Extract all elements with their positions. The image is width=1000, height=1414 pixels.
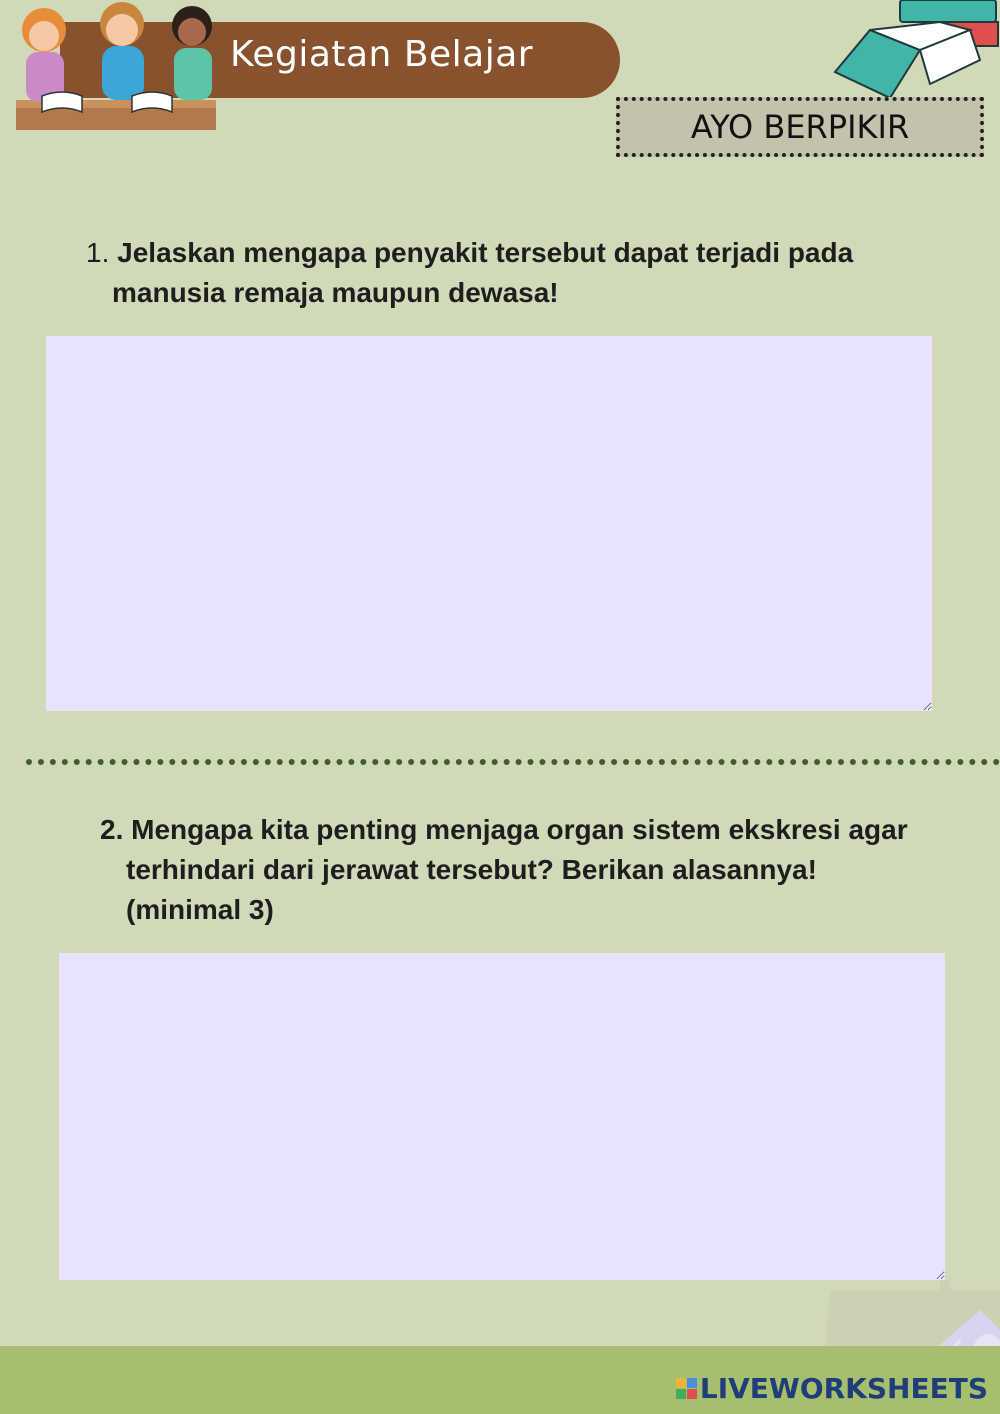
question-1-line-2: manusia remaja maupun dewasa! [112, 277, 559, 308]
answer-box-2[interactable] [59, 953, 945, 1280]
question-1-line-1: Jelaskan mengapa penyakit tersebut dapat terjadi pada [109, 237, 854, 268]
answer-box-1[interactable] [46, 336, 932, 711]
question-2-line-1: Mengapa kita penting menjaga organ sistem ekskresi agar [123, 814, 908, 845]
question-2-number: 2. [100, 814, 124, 845]
question-2-line-2: terhindari dari jerawat tersebut? Berikan alasannya! [126, 854, 817, 885]
question-1 [86, 233, 906, 313]
question-2 [100, 810, 960, 930]
section-tag: AYO BERPIKIR [616, 97, 984, 157]
books-illustration [830, 0, 1000, 100]
page-title: Kegiatan Belajar [230, 34, 534, 75]
brand-name: LIVEWORKSHEETS [699, 1372, 988, 1405]
question-1-number: 1. [86, 237, 110, 268]
kids-reading-illustration [12, 0, 222, 132]
section-divider [26, 759, 1000, 765]
question-2-line-3: (minimal 3) [126, 894, 274, 925]
liveworksheets-logo-icon [676, 1378, 697, 1399]
brand-watermark [676, 1372, 988, 1405]
